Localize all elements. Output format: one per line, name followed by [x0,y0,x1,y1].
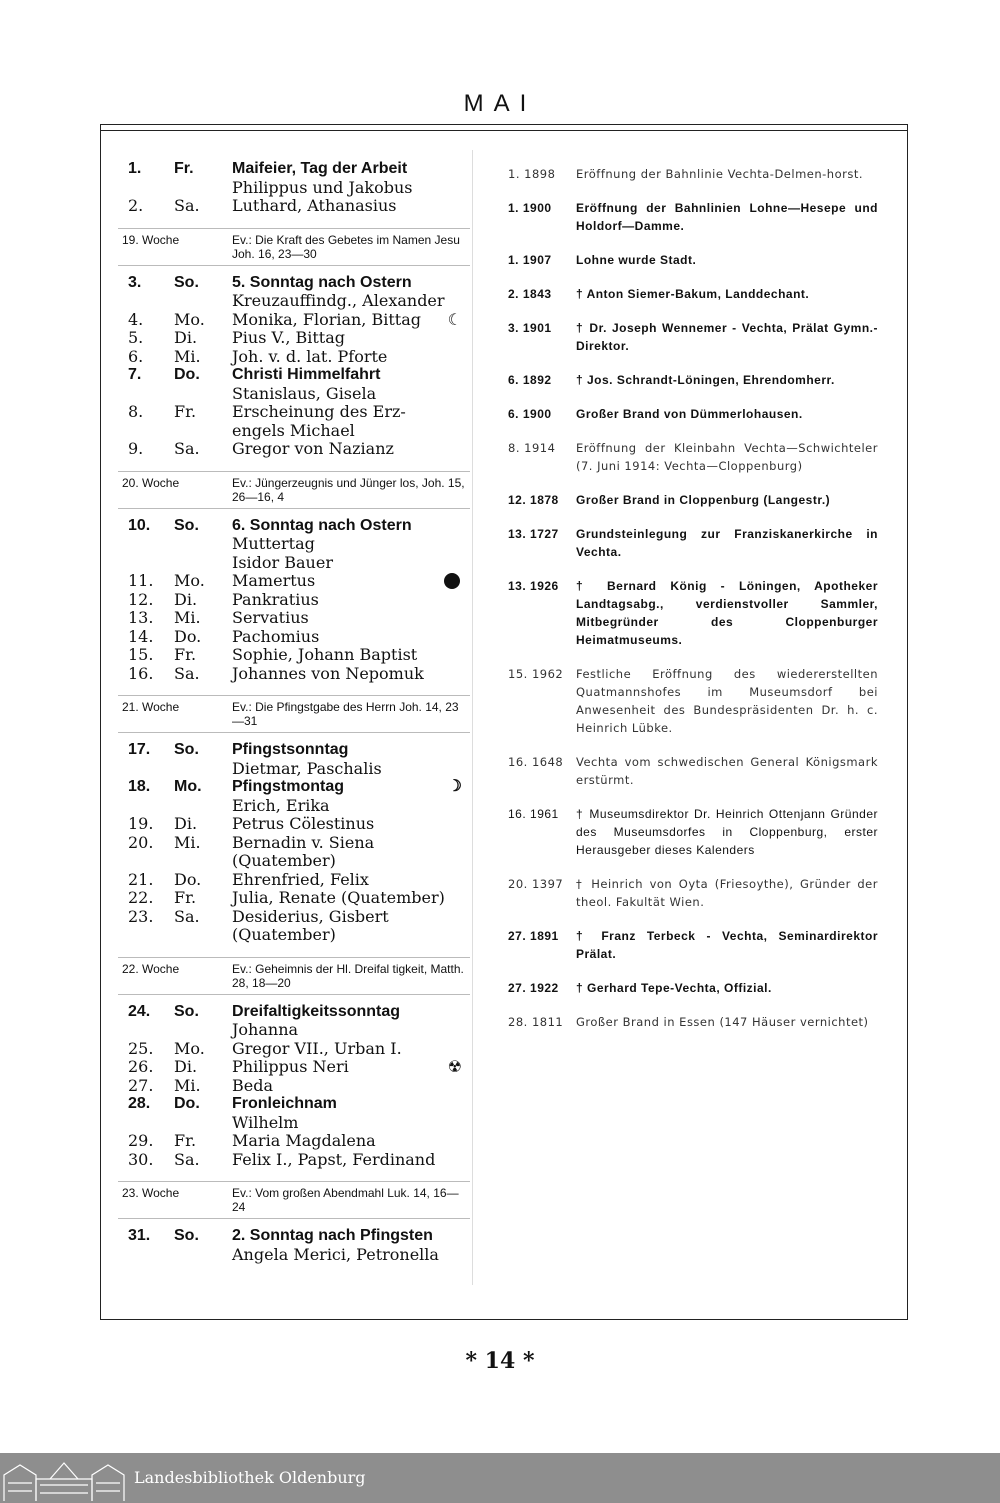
weekday: Sa. [174,439,200,458]
saint-name-text: Philippus Neri [232,1057,349,1076]
saint-name-text: Christi Himmelfahrt [232,366,381,383]
day-group [118,160,470,216]
calendar-day-row [118,871,470,890]
week-note [118,695,470,733]
saint-names [232,160,470,179]
calendar-day-row [118,366,470,385]
calendar-day-row [118,1040,470,1059]
saint-name-text: 5. Sonntag nach Ostern [232,273,412,291]
saint-name-text: Mamertus [232,571,316,590]
calendar-day-row [118,292,470,311]
saint-names [232,1003,470,1022]
calendar-day-row [118,926,470,945]
weekday: Sa. [174,906,200,926]
calendar-day-row [118,1246,470,1265]
saint-name-text: Johannes von Nepomuk [232,663,424,683]
saint-name-text: Pius V., Bittag [232,328,346,347]
weekday: Do. [174,869,202,889]
day-number: 29. [128,1131,154,1150]
calendar-day-row [118,628,470,647]
event-entry [508,927,878,963]
day-number: 9. [128,439,144,458]
calendar-day-row [118,834,470,853]
day-number: 16. [128,663,154,683]
saint-names [232,1021,470,1040]
weekday: Mi. [174,346,201,366]
saint-name-text: Julia, Renate (Quatember) [232,888,445,907]
full-moon-icon [444,573,460,589]
event-date: 2. 1843 [508,287,552,301]
saint-name-text: (Quatember) [232,925,336,944]
day-number: 27. [128,1075,154,1095]
calendar-day-row [118,609,470,628]
saint-names [232,1227,470,1246]
calendar-day-row [118,778,470,797]
day-group [118,741,470,945]
saint-name-text: Muttertag [232,534,315,553]
event-date: 13. 1926 [508,579,559,593]
event-text: Lohne wurde Stadt. [576,253,697,267]
saint-name-text: Felix I., Papst, Ferdinand [232,1149,436,1169]
saint-names [232,797,470,816]
week-note [118,957,470,995]
event-entry [508,1013,878,1031]
event-date: 20. 1397 [508,877,564,891]
event-entry [508,405,878,423]
event-entry [508,285,878,303]
saint-name-text: Desiderius, Gisbert [232,906,389,926]
saint-name-text: Johanna [232,1020,299,1039]
saint-name-text: Ehrenfried, Felix [232,869,369,889]
calendar-day-row [118,1003,470,1022]
event-entry [508,875,878,911]
event-entry [508,165,878,183]
weekday: Mo. [174,778,202,795]
saint-name-text: Dietmar, Paschalis [232,758,382,778]
week-gospel: Ev.: Die Kraft des Gebetes im Namen Jesu Joh. 16, 23—30 [232,232,460,261]
calendar-day-row [118,1114,470,1133]
saint-names [232,311,470,330]
event-date: 16. 1648 [508,755,564,769]
weekday: Fr. [174,402,197,421]
weekday: Mo. [174,309,205,329]
weekday: Fr. [174,1131,197,1150]
weekday: Mo. [174,1038,205,1058]
calendar-day-row [118,385,470,404]
day-group [118,1003,470,1170]
calendar-day-row [118,274,470,293]
calendar-day-row [118,665,470,684]
saint-name-text: Erich, Erika [232,795,330,815]
saint-name-text: Stanislaus, Gisela [232,383,377,403]
saint-name-text: Pachomius [232,626,320,646]
saint-name-text: 6. Sonntag nach Ostern [232,516,412,534]
day-number: 3. [128,273,142,291]
saint-name-text: Erscheinung des Erz- [232,402,406,421]
day-number: 12. [128,589,154,609]
saint-name-text: Beda [232,1075,274,1095]
calendar-day-row [118,852,470,871]
event-entry [508,979,878,997]
saint-name-text: Philippus und Jakobus [232,177,413,197]
calendar-day-row [118,741,470,760]
calendar-day-row [118,311,470,330]
calendar-day-row [118,591,470,610]
saint-names [232,1114,470,1133]
calendar-day-row [118,403,470,422]
weekday: Sa. [174,1149,200,1169]
event-entry [508,371,878,389]
calendar-day-row [118,440,470,459]
calendar-day-row [118,197,470,216]
day-number: 15. [128,645,154,664]
weekday: Fr. [174,645,197,664]
saint-names [232,1132,470,1151]
saint-names [232,572,470,591]
day-number: 10. [128,516,151,534]
moon-phase-icon: ☽ [447,778,462,795]
saint-names [232,197,470,216]
day-number: 31. [128,1227,151,1244]
event-date: 27. 1891 [508,929,559,943]
saint-name-text: Gregor VII., Urban I. [232,1038,402,1058]
saint-names [232,348,470,367]
day-number: 26. [128,1057,154,1076]
saint-names [232,609,470,628]
event-text: Festliche Eröffnung des wiedererstellten Quatmannshofes im Museumsdorf bei Anwesenheit des Bundespräsidenten Dr. h. c. Heinrich Lübke. [576,667,878,735]
calendar-day-row [118,422,470,441]
weekday: Mo. [174,571,205,590]
event-entry [508,525,878,561]
weekday: Sa. [174,196,200,215]
event-text: † Museumsdirektor Dr. Heinrich Ottenjann Gründer des Museumsdorfes in Cloppenburg, erster Herausgeber dieses Kalenders [576,807,878,857]
saint-names [232,1077,470,1096]
day-number: 13. [128,608,154,627]
saint-name-text: Bernadin v. Siena [232,832,375,852]
saint-name-text: Pfingstmontag [232,778,344,795]
day-number: 6. [128,346,144,366]
calendar-day-row [118,517,470,536]
day-number: 21. [128,869,154,889]
calendar-day-row [118,535,470,554]
event-text: † Jos. Schrandt-Löningen, Ehrendomherr. [576,373,835,387]
event-text: † Dr. Joseph Wennemer - Vechta, Prälat Gymn.-Direktor. [576,321,878,353]
day-number: 17. [128,741,151,758]
day-number: 14. [128,626,154,646]
saint-name-text: engels Michael [232,420,355,440]
column-separator [472,150,473,1285]
saint-name-text: Pfingstsonntag [232,741,349,758]
day-number: 28. [128,1095,151,1112]
event-date: 1. 1900 [508,201,552,215]
saint-names [232,646,470,665]
calendar-day-row [118,1021,470,1040]
event-text: Eröffnung der Kleinbahn Vechta—Schwichteler (7. Juni 1914: Vechta—Cloppenburg) [576,441,878,473]
day-number: 23. [128,906,154,926]
saint-name-text: Isidor Bauer [232,552,333,572]
weekday: So. [174,516,199,534]
saint-names [232,1040,470,1059]
week-gospel: Ev.: Jüngerzeugnis und Jünger los, Joh. 15, 26—16, 4 [232,475,465,504]
saint-names [232,741,470,760]
weekday: Sa. [174,663,200,683]
calendar-day-row [118,908,470,927]
page-title: MAI [463,90,537,117]
day-number: 8. [128,402,144,421]
saint-names [232,1151,470,1170]
event-text: Eröffnung der Bahnlinie Vechta-Delmen-horst. [576,167,863,181]
weekday: Di. [174,814,198,833]
saint-name-text: Luthard, Athanasius [232,196,397,215]
day-number: 25. [128,1038,154,1058]
week-note [118,228,470,266]
saint-names [232,366,470,385]
event-date: 8. 1914 [508,441,556,455]
day-number: 11. [128,571,154,590]
event-text: † Heinrich von Oyta (Friesoythe), Gründer der theol. Fakultät Wien. [576,877,878,909]
day-number: 1. [128,160,142,177]
weekday: Di. [174,589,198,609]
event-date: 1. 1907 [508,253,552,267]
calendar-day-row [118,815,470,834]
weekday: Mi. [174,608,201,627]
saint-names [232,274,470,293]
weekday: Fr. [174,160,194,177]
saint-name-text: Kreuzauffindg., Alexander [232,291,445,310]
week-note [118,471,470,509]
saint-name-text: Maifeier, Tag der Arbeit [232,160,408,177]
weekday: Do. [174,366,200,383]
saint-names [232,760,470,779]
weekday: Di. [174,1057,198,1076]
saint-names [232,1246,470,1265]
day-group [118,274,470,459]
calendar-day-row [118,160,470,179]
saint-names [232,535,470,554]
event-date: 28. 1811 [508,1015,564,1029]
saint-names [232,1095,470,1114]
event-text: Großer Brand in Essen (147 Häuser vernichtet) [576,1015,869,1029]
frame-rule [100,130,908,131]
saint-names [232,908,470,927]
calendar-day-row [118,1095,470,1114]
calendar-day-row [118,1058,470,1077]
event-entry [508,577,878,649]
week-gospel: Ev.: Die Pfingstgabe des Herrn Joh. 14, 23—31 [232,700,459,728]
saint-names [232,440,470,459]
calendar-day-row [118,554,470,573]
event-text: Großer Brand von Dümmerlohausen. [576,407,803,421]
calendar-day-row [118,797,470,816]
day-group [118,1227,470,1264]
saint-names [232,778,470,797]
saint-names [232,591,470,610]
saint-name-text: Pankratius [232,589,319,609]
saint-names [232,852,470,871]
page-number: * 14 * [465,1348,535,1374]
event-date: 3. 1901 [508,321,552,335]
day-group [118,517,470,684]
week-label: 19. Woche [122,232,180,247]
calendar-day-row [118,646,470,665]
saint-name-text: Fronleichnam [232,1095,337,1112]
saint-name-text: Joh. v. d. lat. Pforte [232,346,388,366]
event-date: 13. 1727 [508,527,559,541]
saint-names [232,385,470,404]
saint-names [232,815,470,834]
event-text: † Bernard König - Löningen, Apotheker Landtagsabg., verdienstvoller Sammler, Mitbegründer des Cloppenburger Heimatmuseums. [576,579,878,647]
calendar-column [118,160,470,1264]
week-gospel: Ev.: Geheimnis der Hl. Dreifal tigkeit, Matth. 28, 18—20 [232,961,464,990]
saint-name-text: 2. Sonntag nach Pfingsten [232,1227,433,1244]
saint-names [232,422,470,441]
weekday: Do. [174,626,202,646]
week-label: 22. Woche [122,961,180,976]
saint-names [232,926,470,945]
saint-names [232,871,470,890]
weekday: Fr. [174,888,197,907]
library-footer [0,1453,1000,1503]
day-number: 22. [128,888,154,907]
weekday: Mi. [174,1075,201,1095]
saint-names [232,329,470,348]
event-text: † Franz Terbeck - Vechta, Seminardirektor Prälat. [576,929,878,961]
day-number: 19. [128,814,154,833]
day-number: 5. [128,328,144,347]
saint-names [232,517,470,536]
saint-names [232,554,470,573]
day-number: 2. [128,196,144,215]
calendar-day-row [118,1077,470,1096]
saint-names [232,179,470,198]
saint-names [232,292,470,311]
day-number: 24. [128,1002,151,1020]
weekday: So. [174,1227,199,1244]
week-label: 20. Woche [122,475,180,490]
saint-names [232,1058,470,1077]
event-entry [508,753,878,789]
calendar-day-row [118,179,470,198]
saint-name-text: Angela Merici, Petronella [232,1244,439,1264]
day-number: 30. [128,1149,154,1169]
event-entry [508,439,878,475]
saint-name-text: Gregor von Nazianz [232,439,394,458]
library-building-icon [0,1453,128,1503]
weekday: Do. [174,1095,200,1112]
saint-name-text: (Quatember) [232,851,336,870]
historical-events-column [508,165,878,1047]
saint-names [232,403,470,422]
calendar-day-row [118,1151,470,1170]
saint-name-text: Maria Magdalena [232,1131,376,1150]
calendar-day-row [118,1227,470,1246]
day-number: 4. [128,309,144,329]
event-date: 27. 1922 [508,981,559,995]
calendar-day-row [118,1132,470,1151]
saint-name-text: Dreifaltigkeitssonntag [232,1002,401,1020]
day-number: 18. [128,778,151,795]
week-label: 21. Woche [122,700,180,714]
event-entry [508,199,878,235]
saint-name-text: Petrus Cölestinus [232,814,375,833]
saint-names [232,665,470,684]
weekday: So. [174,741,199,758]
library-name: Landesbibliothek Oldenburg [134,1468,366,1487]
event-entry [508,805,878,859]
week-gospel: Ev.: Vom großen Abendmahl Luk. 14, 16—24 [232,1186,459,1214]
event-text: † Gerhard Tepe-Vechta, Offizial. [576,981,772,995]
calendar-day-row [118,889,470,908]
weekday: So. [174,1002,199,1020]
saint-name-text: Servatius [232,608,309,627]
event-entry [508,491,878,509]
event-entry [508,251,878,269]
weekday: Mi. [174,832,201,852]
event-text: Eröffnung der Bahnlinien Lohne—Hesepe und Holdorf—Damme. [576,201,878,233]
saint-names [232,628,470,647]
event-text: Vechta vom schwedischen General Königsmark erstürmt. [576,755,878,787]
event-text: † Anton Siemer-Bakum, Landdechant. [576,287,810,301]
event-date: 16. 1961 [508,807,559,821]
event-date: 15. 1962 [508,667,564,681]
saint-names [232,834,470,853]
moon-phase-icon: ☾ [447,309,462,329]
day-number: 20. [128,832,154,852]
weekday: Di. [174,328,198,347]
saint-name-text: Sophie, Johann Baptist [232,645,418,664]
event-text: Großer Brand in Cloppenburg (Langestr.) [576,493,831,507]
event-date: 6. 1900 [508,407,552,421]
day-number: 7. [128,366,142,383]
event-entry [508,665,878,737]
event-date: 6. 1892 [508,373,552,387]
saint-name-text: Wilhelm [232,1112,299,1132]
weekday: So. [174,273,199,291]
event-entry [508,319,878,355]
calendar-day-row [118,572,470,591]
week-label: 23. Woche [122,1186,180,1200]
calendar-day-row [118,329,470,348]
moon-phase-icon: ☢ [447,1057,462,1076]
saint-name-text: Monika, Florian, Bittag [232,309,421,329]
event-text: Grundsteinlegung zur Franziskanerkirche in Vechta. [576,527,878,559]
event-date: 12. 1878 [508,493,559,507]
saint-names [232,889,470,908]
calendar-day-row [118,348,470,367]
week-note [118,1181,470,1219]
calendar-day-row [118,760,470,779]
event-date: 1. 1898 [508,167,556,181]
